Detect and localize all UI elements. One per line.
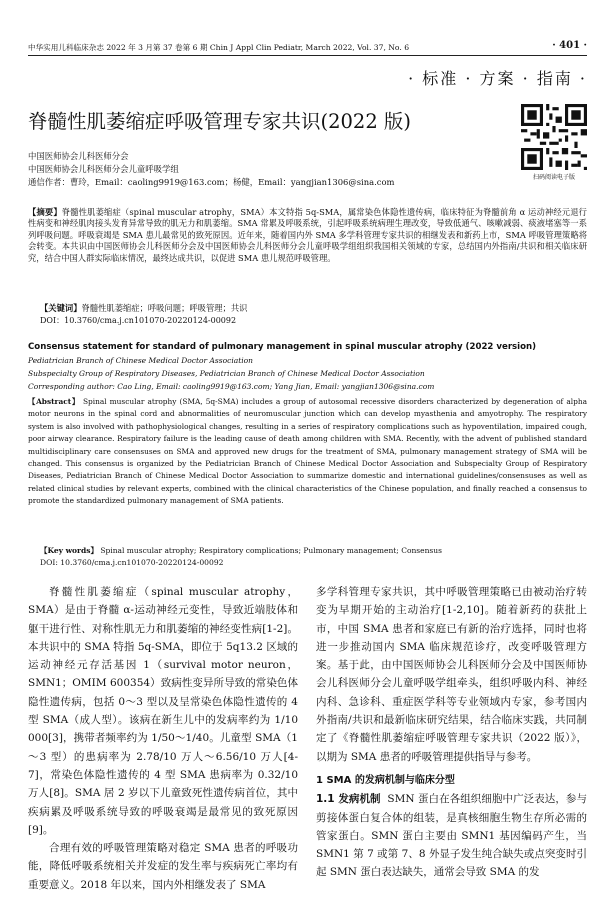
doi-chinese[interactable]: DOI：10.3760/cma.j.cn101070-20220124-00092: [40, 316, 237, 325]
body-paragraph: 脊髓性肌萎缩症（spinal muscular atrophy，SMA）是由于脊髓 α-运动神经元变性，导致近端肢体和躯干进行性、对称性肌无力和肌萎缩的神经变性病[1-2]。本共识中的 SMA 特指 5q-SMA，即位于 5q13.2 区域的运动神经元存活基因 1（survival motor neuron，SMN1；OMIM 600354）致病性变异所导致的常染色体隐性遗传病，包括 0～3 型以及呈常染色体隐性遗传的 4 型 SMA（成人型）。该病在新生儿中的发病率约为 1/10 000[3]，携带者频率约为 1/50～1/40。儿童型 SMA（1～3 型）的患病率为 2.78/10 万人～6.56/10 万人[4-7]，常染色体隐性遗传的 4 型 SMA 患病率为 0.32/10 万人[8]。SMA 居 2 岁以下儿童致死性遗传病首位，其中疾病累及呼吸系统导致的呼吸衰竭是最常见的致死原因[9]。: [28, 586, 298, 836]
section-tag: · 标准 · 方案 · 指南 ·: [408, 69, 587, 88]
author-line-2: 中国医师协会儿科医师分会儿童呼吸学组: [28, 164, 179, 174]
body-paragraph: 多学科管理专家共识，其中呼吸管理策略已由被动治疗转变为早期开始的主动治疗[1-2,10]。随着新药的获批上市，中国 SMA 患者和家庭已有新的治疗选择，同时也将进一步推动国内 SMA 临床规范诊疗，改变呼吸管理方案。基于此，由中国医师协会儿科医师分会及中国医师协会儿科医师分会儿童呼吸学组牵头，组织呼吸内科、神经内科、急诊科、重症医学科等专业领域内专家，参考国内外指南/共识和最新临床研究结果，结合临床实践，共同制定了《脊髓性肌萎缩症呼吸管理专家共识（2022 版）》，以期为 SMA 患者的呼吸管理提供指导与参考。: [316, 586, 587, 763]
abstract-text: 脊髓性肌萎缩症（spinal muscular atrophy，SMA）本文特指 5q-SMA，属常染色体隐性遗传病，临床特征为脊髓前角 α 运动神经元退行性病变和神经肌肉接头发育异常导致的肌无力和肌萎缩。SMA 常累及呼吸系统，引起呼吸系统病理生理改变，导致低通气、咳嗽减弱、痰液堵塞等一系列呼吸问题。呼吸衰竭是 SMA 患儿最常见的致死原因。近年来，随着国内外 SMA 多学科管理专家共识的相继发表和新药上市，SMA 呼吸管理策略将会转变。本共识由中国医师协会儿科医师分会及中国医师协会儿科医师分会儿童呼吸学组组织我国相关领域的专家，总结国内外指南/共识和相关临床研究，结合中国人群实际临床情况，最终达成共识，以促进 SMA 患儿规范呼吸管理。: [28, 207, 587, 263]
section-heading: 1 SMA 的发病机制与临床分型: [316, 774, 455, 786]
author-line-1: 中国医师协会儿科医师分会: [28, 151, 129, 161]
qr-label: 扫码阅读电子版: [532, 174, 575, 181]
english-abstract-label: 【Abstract】: [28, 397, 80, 406]
body-column-right: [316, 583, 587, 882]
body-paragraph: 合理有效的呼吸管理策略对稳定 SMA 患者的呼吸功能，降低呼吸系统相关并发症的发生率与疾病死亡率均有重要意义。2018 年以来，国内外相继发表了 SMA: [28, 842, 298, 891]
english-title: Consensus statement for standard of pulmonary management in spinal muscular atrophy (2022 version): [28, 342, 537, 352]
abstract-english: [28, 396, 587, 508]
english-affiliation-2: Subspecialty Group of Respiratory Diseases, Pediatrician Branch of Chinese Medical Doctor Association: [28, 369, 425, 378]
subsection-text: SMN 蛋白在各组织细胞中广泛表达，参与剪接体蛋白复合体的组装，是真核细胞生物生存所必需的管家蛋白。SMN 蛋白主要由 SMN1 基因编码产生，当 SMN1 第 7 或第 7、8 外显子发生纯合缺失或点突变时引起 SMN 蛋白表达缺失，通常会导致 SMA 的发: [316, 793, 587, 879]
body-column-left: [28, 583, 298, 894]
journal-header: 中华实用儿科临床杂志 2022 年 3 月第 37 卷第 6 期 Chin J Appl Clin Pediatr, March 2022, Vol. 37, No. 6: [28, 43, 410, 52]
english-keywords-text: Spinal muscular atrophy; Respiratory complications; Pulmonary management; Consensus: [100, 546, 442, 555]
abstract-label: 【摘要】: [28, 207, 62, 217]
keywords-english: [40, 545, 587, 556]
qr-code-icon[interactable]: [521, 104, 587, 170]
subsection-heading: 1.1 发病机制: [316, 793, 381, 806]
english-abstract-text: Spinal muscular atrophy (SMA, 5q-SMA) includes a group of autosomal recessive disorders characterized by degeneration of alpha motor neurons in the spinal cord and abnormalities of neuromuscular junction which can develop myasthenia and amyotrophy. The respiratory system is also involved with pathophysiological changes, resulting in a series of respiratory complications such as hypoventilation, impaired cough, poor airway clearance. Respiratory failure is the leading cause of death among children with SMA. Recently, with the advent of published standard multidisciplinary care consensuses on SMA and approved new drugs for the treatment of SMA, pulmonary management strategy of SMA will be changed. This consensus is organized by the Pediatrician Branch of Chinese Medical Doctor Association and Subspecialty Group of Respiratory Diseases, Pediatrician Branch of Chinese Medical Doctor Association to summarize domestic and international guidelines/consensuses as well as related clinical studies by relevant experts, combined with the clinical characteristics of the Chinese population, and finally reached a consensus to promote the standardized pulmonary management of SMA patients.: [28, 397, 587, 506]
keywords-chinese: [40, 303, 587, 314]
page-number: · 401 ·: [552, 40, 587, 51]
english-affiliation-1: Pediatrician Branch of Chinese Medical Doctor Association: [28, 356, 253, 365]
english-corresponding-author: Corresponding author: Cao Ling, Email: caoling9919@163.com; Yang Jian, Email: yangjian1306@sina.com: [28, 382, 435, 391]
article-title: 脊髓性肌萎缩症呼吸管理专家共识(2022 版): [28, 110, 412, 133]
doi-english[interactable]: DOI: 10.3760/cma.j.cn101070-20220124-00092: [40, 558, 224, 567]
abstract-chinese: [28, 207, 587, 264]
body-paragraph: [316, 790, 587, 881]
keywords-label: 【关键词】: [40, 303, 82, 313]
corresponding-author: 通信作者：曹玲，Email：caoling9919@163.com；杨健，Email：yangjian1306@sina.com: [28, 177, 395, 187]
english-keywords-label: 【Key words】: [40, 546, 98, 555]
keywords-text: 脊髓性肌萎缩症；呼吸问题；呼吸管理；共识: [81, 303, 248, 313]
header-rule: [28, 55, 587, 56]
